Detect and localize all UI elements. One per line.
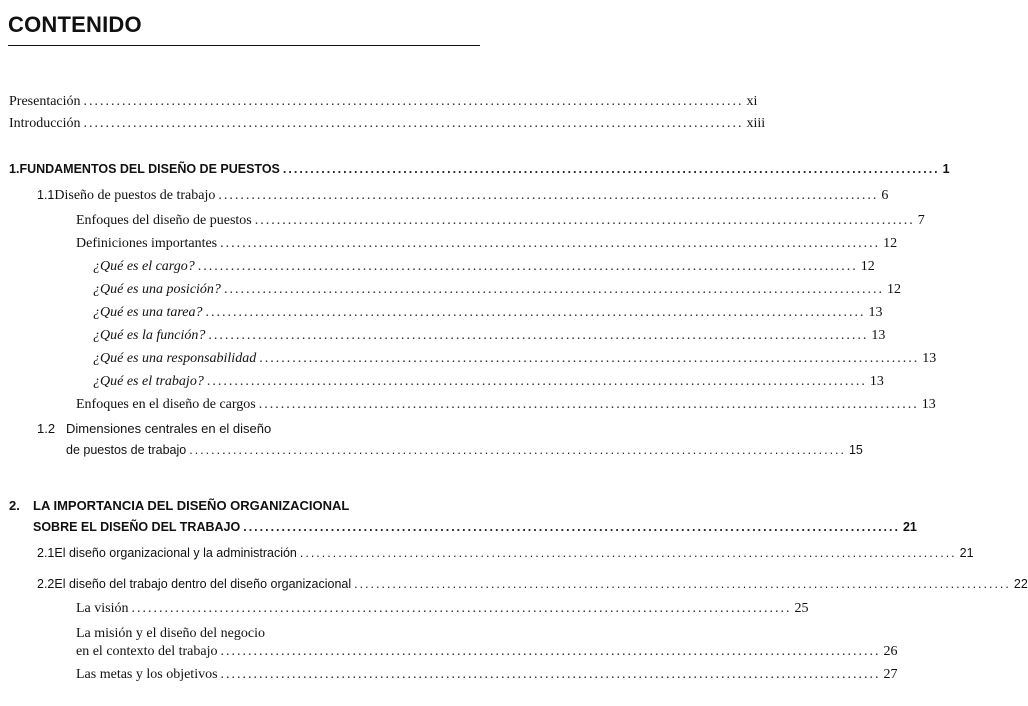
toc-entry-label: Definiciones importantes	[76, 236, 218, 251]
toc-entry-page: 7	[917, 213, 925, 228]
section-number: 2.1	[37, 546, 55, 560]
toc-entry-page: 1	[942, 162, 950, 176]
toc-subentry[interactable]	[93, 258, 875, 276]
toc-section-2-2[interactable]	[37, 575, 1028, 593]
toc-subentry-line1[interactable]: La misión y el diseño del negocio	[76, 626, 265, 641]
toc-entry-label: El diseño organizacional y la administración	[54, 546, 297, 560]
leader-dots: ........................................................................................................................	[220, 667, 881, 682]
leader-dots: ........................................................................................................................	[354, 577, 1011, 591]
toc-subentry[interactable]	[93, 304, 883, 322]
toc-entry-label: Presentación	[9, 94, 81, 109]
toc-entry-label: ¿Qué es el cargo?	[93, 259, 195, 274]
toc-subentry[interactable]	[76, 643, 898, 661]
toc-entry-label: en el contexto del trabajo	[76, 644, 218, 659]
toc-entry-page: 12	[886, 282, 901, 297]
toc-entry-label: Las metas y los objetivos	[76, 667, 218, 682]
section-number: 1.1	[37, 188, 55, 202]
toc-entry-page: 13	[921, 397, 936, 412]
toc-entry-label: El diseño del trabajo dentro del diseño organizacional	[54, 577, 352, 591]
chapter-number: 2.	[9, 498, 20, 513]
toc-entry-label: Enfoques en el diseño de cargos	[76, 397, 256, 412]
toc-subentry[interactable]	[93, 373, 884, 391]
toc-entry-label: ¿Qué es una responsabilidad	[93, 351, 257, 366]
toc-entry-label: ¿Qué es una tarea?	[93, 305, 203, 320]
toc-entry-page: 21	[959, 546, 974, 560]
toc-entry-page: xiii	[746, 116, 766, 131]
toc-subentry[interactable]	[76, 212, 925, 230]
leader-dots: ........................................................................................................................	[205, 305, 866, 320]
leader-dots: ........................................................................................................................	[189, 443, 846, 457]
leader-dots: ........................................................................................................................	[223, 282, 884, 297]
section-number: 1.2	[37, 421, 56, 436]
toc-entry-page: 13	[868, 305, 883, 320]
toc-section-1-2[interactable]	[37, 420, 271, 438]
toc-entry-page: 15	[848, 443, 863, 457]
leader-dots: ........................................................................................................................	[131, 601, 792, 616]
toc-entry-label: de puestos de trabajo	[66, 443, 187, 457]
leader-dots: ........................................................................................................................	[254, 213, 915, 228]
leader-dots: ........................................................................................................................	[83, 116, 744, 131]
toc-entry-label: La visión	[76, 601, 129, 616]
toc-entry-page: 13	[871, 328, 886, 343]
toc-entry-page: 13	[922, 351, 937, 366]
toc-entry-page: 6	[881, 188, 889, 203]
toc-entry-page: 26	[883, 644, 898, 659]
title-rule	[8, 45, 480, 46]
toc-subentry[interactable]	[76, 235, 898, 253]
leader-dots: ........................................................................................................................	[218, 188, 879, 203]
toc-entry-page: 22	[1013, 577, 1028, 591]
toc-entry-label: ¿Qué es la función?	[93, 328, 206, 343]
toc-entry-presentacion[interactable]	[9, 93, 758, 111]
toc-entry-page: 25	[794, 601, 809, 616]
toc-subentry[interactable]	[93, 327, 886, 345]
toc-entry-label: Diseño de puestos de trabajo	[54, 188, 216, 203]
toc-entry-label: LA IMPORTANCIA DEL DISEÑO ORGANIZACIONAL	[33, 498, 350, 513]
page-title: CONTENIDO	[8, 12, 142, 37]
toc-subentry[interactable]	[76, 666, 898, 684]
toc-subentry[interactable]	[93, 350, 937, 368]
toc-entry-label: ¿Qué es el trabajo?	[93, 374, 204, 389]
toc-subentry[interactable]	[76, 396, 936, 414]
leader-dots: ........................................................................................................................	[243, 520, 900, 534]
leader-dots: ........................................................................................................................	[197, 259, 858, 274]
toc-entry-page: 13	[869, 374, 884, 389]
toc-entry-page: 12	[860, 259, 875, 274]
chapter-number: 1.	[9, 162, 20, 176]
toc-subentry[interactable]	[93, 281, 901, 299]
toc-section-1-2-cont[interactable]	[66, 441, 863, 459]
leader-dots: ........................................................................................................................	[259, 351, 920, 366]
toc-entry-page: 21	[902, 520, 917, 534]
toc-section-2-1[interactable]	[37, 544, 974, 562]
leader-dots: ........................................................................................................................	[282, 162, 940, 176]
toc-entry-page: 27	[883, 667, 898, 682]
leader-dots: ........................................................................................................................	[208, 328, 869, 343]
toc-entry-label: SOBRE EL DISEÑO DEL TRABAJO	[33, 520, 241, 534]
section-number: 2.2	[37, 577, 55, 591]
leader-dots: ........................................................................................................................	[299, 546, 957, 560]
toc-chapter-2-cont[interactable]	[33, 518, 917, 536]
leader-dots: ........................................................................................................................	[206, 374, 867, 389]
toc-entry-label: FUNDAMENTOS DEL DISEÑO DE PUESTOS	[19, 162, 280, 176]
toc-entry-introduccion[interactable]	[9, 115, 766, 133]
toc-entry-page: xi	[746, 94, 758, 109]
toc-entry-label: Dimensiones centrales en el diseño	[66, 421, 272, 436]
leader-dots: ........................................................................................................................	[220, 644, 881, 659]
toc-entry-label: ¿Qué es una posición?	[93, 282, 221, 297]
toc-entry-label: Introducción	[9, 116, 81, 131]
toc-subentry[interactable]	[76, 600, 809, 618]
toc-chapter-1[interactable]	[9, 160, 950, 178]
leader-dots: ........................................................................................................................	[258, 397, 919, 412]
toc-chapter-2[interactable]	[9, 497, 349, 515]
leader-dots: ........................................................................................................................	[83, 94, 744, 109]
toc-section-1-1[interactable]	[37, 186, 889, 205]
toc-entry-label: Enfoques del diseño de puestos	[76, 213, 252, 228]
toc-entry-page: 12	[883, 236, 898, 251]
leader-dots: ........................................................................................................................	[220, 236, 881, 251]
